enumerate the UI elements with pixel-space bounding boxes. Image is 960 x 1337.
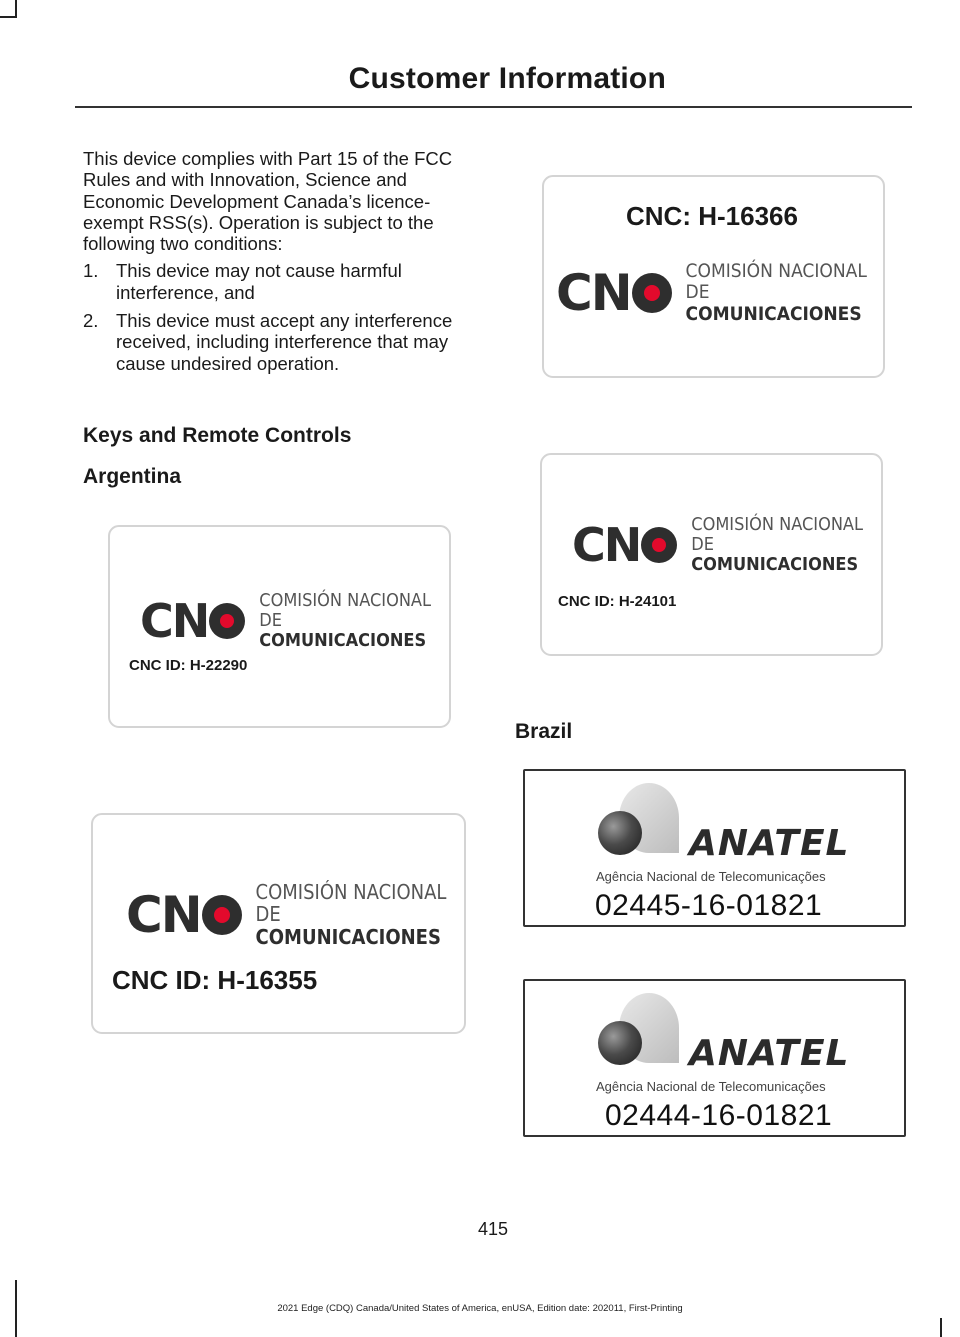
cnc-words-bold: COMUNICACIONES <box>685 302 862 325</box>
page-number: 415 <box>478 1219 509 1239</box>
anatel-sphere-icon <box>598 811 642 855</box>
cnc-words-line1: COMISIÓN NACIONAL <box>259 590 432 611</box>
compliance-paragraph: This device complies with Part 15 of the FCC Rules and with Innovation, Science and Economic Development Canada’s licence-exempt RSS(s). Operation is subject to the following two conditions: <box>83 148 453 255</box>
cnc-dot-icon <box>209 603 245 639</box>
list-text: This device may not cause harmful interference, and <box>116 260 402 303</box>
cnc-words-prefix: DE <box>255 902 281 927</box>
page-footer: 2021 Edge (CDQ) Canada/United States of America, enUSA, Edition date: 202011, First-Printing <box>277 1303 683 1314</box>
cnc-words-prefix: DE <box>259 610 282 632</box>
list-number: 2. <box>83 310 99 332</box>
anatel-subtitle: Agência Nacional de Telecomunicações <box>596 1079 826 1094</box>
anatel-number: 02444-16-01821 <box>605 1099 833 1132</box>
cnc-words-line1: COMISIÓN NACIONAL <box>685 260 867 282</box>
cnc-words-line1: COMISIÓN NACIONAL <box>691 514 864 535</box>
cnc-id: CNC: H-16366 <box>626 201 798 231</box>
cnc-id: CNC ID: H-24101 <box>558 593 677 610</box>
conditions-list <box>83 260 473 373</box>
list-number: 1. <box>83 260 99 282</box>
cnc-letters: CN <box>140 594 209 649</box>
cnc-words-bold: COMUNICACIONES <box>259 630 427 652</box>
anatel-sphere-icon <box>598 1021 642 1065</box>
list-text: This device must accept any interference received, including interference that may cause undesired operation. <box>116 310 453 374</box>
cnc-letters: CN <box>556 263 631 322</box>
heading-keys-remote: Keys and Remote Controls <box>83 424 352 447</box>
cnc-dot-icon <box>641 527 677 563</box>
cnc-logo <box>556 261 883 325</box>
heading-argentina: Argentina <box>83 465 182 488</box>
list-item <box>83 260 473 303</box>
cnc-logo <box>572 515 881 575</box>
cnc-id: CNC ID: H-22290 <box>129 657 248 674</box>
title-rule <box>75 106 912 108</box>
cnc-words-prefix: DE <box>691 534 714 556</box>
cnc-id: CNC ID: H-16355 <box>112 965 318 995</box>
anatel-wordmark: ANATEL <box>689 1033 850 1074</box>
cnc-letters: CN <box>572 518 641 573</box>
cnc-label-h16366 <box>542 175 885 378</box>
crop-mark <box>940 1318 942 1337</box>
cnc-logo <box>140 591 449 651</box>
compliance-text <box>83 148 473 381</box>
page-title: Customer Information <box>348 62 666 95</box>
list-item <box>83 310 473 374</box>
anatel-label-1 <box>523 769 906 927</box>
cnc-words-bold: COMUNICACIONES <box>691 554 859 576</box>
heading-brazil: Brazil <box>515 720 573 743</box>
cnc-label-h24101 <box>540 453 883 656</box>
anatel-wordmark: ANATEL <box>689 823 850 864</box>
crop-mark <box>0 16 17 18</box>
anatel-label-2 <box>523 979 906 1137</box>
anatel-subtitle: Agência Nacional de Telecomunicações <box>596 869 826 884</box>
cnc-words-prefix: DE <box>685 281 710 304</box>
cnc-logo <box>126 881 464 948</box>
anatel-number: 02445-16-01821 <box>595 889 823 922</box>
cnc-words-bold: COMUNICACIONES <box>255 924 441 949</box>
cnc-dot-icon <box>632 273 672 313</box>
cnc-dot-icon <box>202 895 242 935</box>
cnc-label-h16355 <box>91 813 466 1034</box>
cnc-words-line1: COMISIÓN NACIONAL <box>255 880 447 904</box>
cnc-letters: CN <box>126 885 201 944</box>
cnc-label-h22290 <box>108 525 451 728</box>
